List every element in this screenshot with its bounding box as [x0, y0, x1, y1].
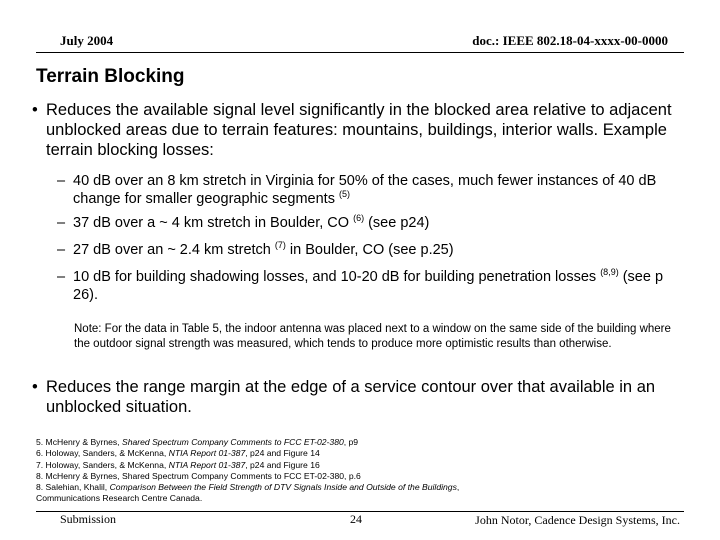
reference-mark: (5) [338, 189, 350, 200]
reference-item: 8. McHenry & Byrnes, Shared Spectrum Company Comments to FCC ET-02-380, p.6 [36, 470, 361, 481]
bullet-text: Reduces the range margin at the edge of a service contour over that available in an unblocked situation. [46, 378, 656, 416]
sub-marker: – [57, 173, 66, 189]
reference-item: 8. Salehian, Khalil, Comparison Between the Field Strength of DTV Signals Inside and Outside of the Buildings, [36, 482, 460, 493]
footer-author: John Notor, Cadence Design Systems, Inc. [475, 513, 680, 527]
sub-marker: – [57, 242, 66, 258]
header-divider [36, 52, 684, 53]
references-list [36, 437, 636, 505]
page-number: 24 [350, 512, 362, 526]
table-note: Note: For the data in Table 5, the indoor antenna was placed next to a window on the same side of the building where the outdoor signal strength was measured, which tends to produce more optimistic results than otherwise. [74, 323, 671, 350]
sub-text-suffix: (see p24) [364, 215, 430, 231]
bullet-text: Reduces the available signal level significantly in the blocked area relative to adjacent unblocked areas due to terrain features: mountains, buildings, interior walls. Example terrain blocking losses: [46, 101, 672, 159]
sub-marker: – [57, 269, 66, 285]
sub-text-suffix: in Boulder, CO (see p.25) [285, 242, 454, 258]
slide-title: Terrain Blocking [36, 66, 185, 87]
footer-submission: Submission [60, 512, 117, 526]
sub-text-suffix: (see p 26). [73, 269, 664, 303]
sub-item [57, 241, 687, 259]
reference-mark: (7) [274, 240, 286, 251]
reference-item: Communications Research Centre Canada. [36, 493, 203, 504]
reference-mark: (8,9) [600, 267, 619, 278]
header-date: July 2004 [60, 33, 114, 48]
sub-text: 37 dB over a ~ 4 km stretch in Boulder, CO [73, 215, 350, 231]
bullet-item [32, 377, 692, 417]
sub-item [57, 268, 687, 304]
sub-item [57, 214, 687, 232]
sub-text: 40 dB over an 8 km stretch in Virginia for 50% of the cases, much fewer instances of 40 dB change for smaller geographic segments [73, 173, 657, 207]
sub-text: 10 dB for building shadowing losses, and 10-20 dB for building penetration losses [73, 269, 597, 285]
reference-item: 6. Holoway, Sanders, & McKenna, NTIA Report 01-387, p24 and Figure 14 [36, 448, 320, 459]
bullet-marker: • [32, 101, 38, 119]
reference-item: 5. McHenry & Byrnes, Shared Spectrum Company Comments to FCC ET-02-380, p9 [36, 437, 359, 447]
sub-text: 27 dB over an ~ 2.4 km stretch [73, 242, 271, 258]
header-doc-id: doc.: IEEE 802.18-04-xxxx-00-0000 [472, 33, 668, 48]
bullet-marker: • [32, 378, 38, 396]
reference-mark: (6) [353, 213, 365, 224]
sub-item [57, 172, 687, 208]
bullet-item [32, 100, 692, 160]
reference-item: 7. Holoway, Sanders, & McKenna, NTIA Report 01-387, p24 and Figure 16 [36, 459, 320, 470]
sub-marker: – [57, 215, 66, 231]
